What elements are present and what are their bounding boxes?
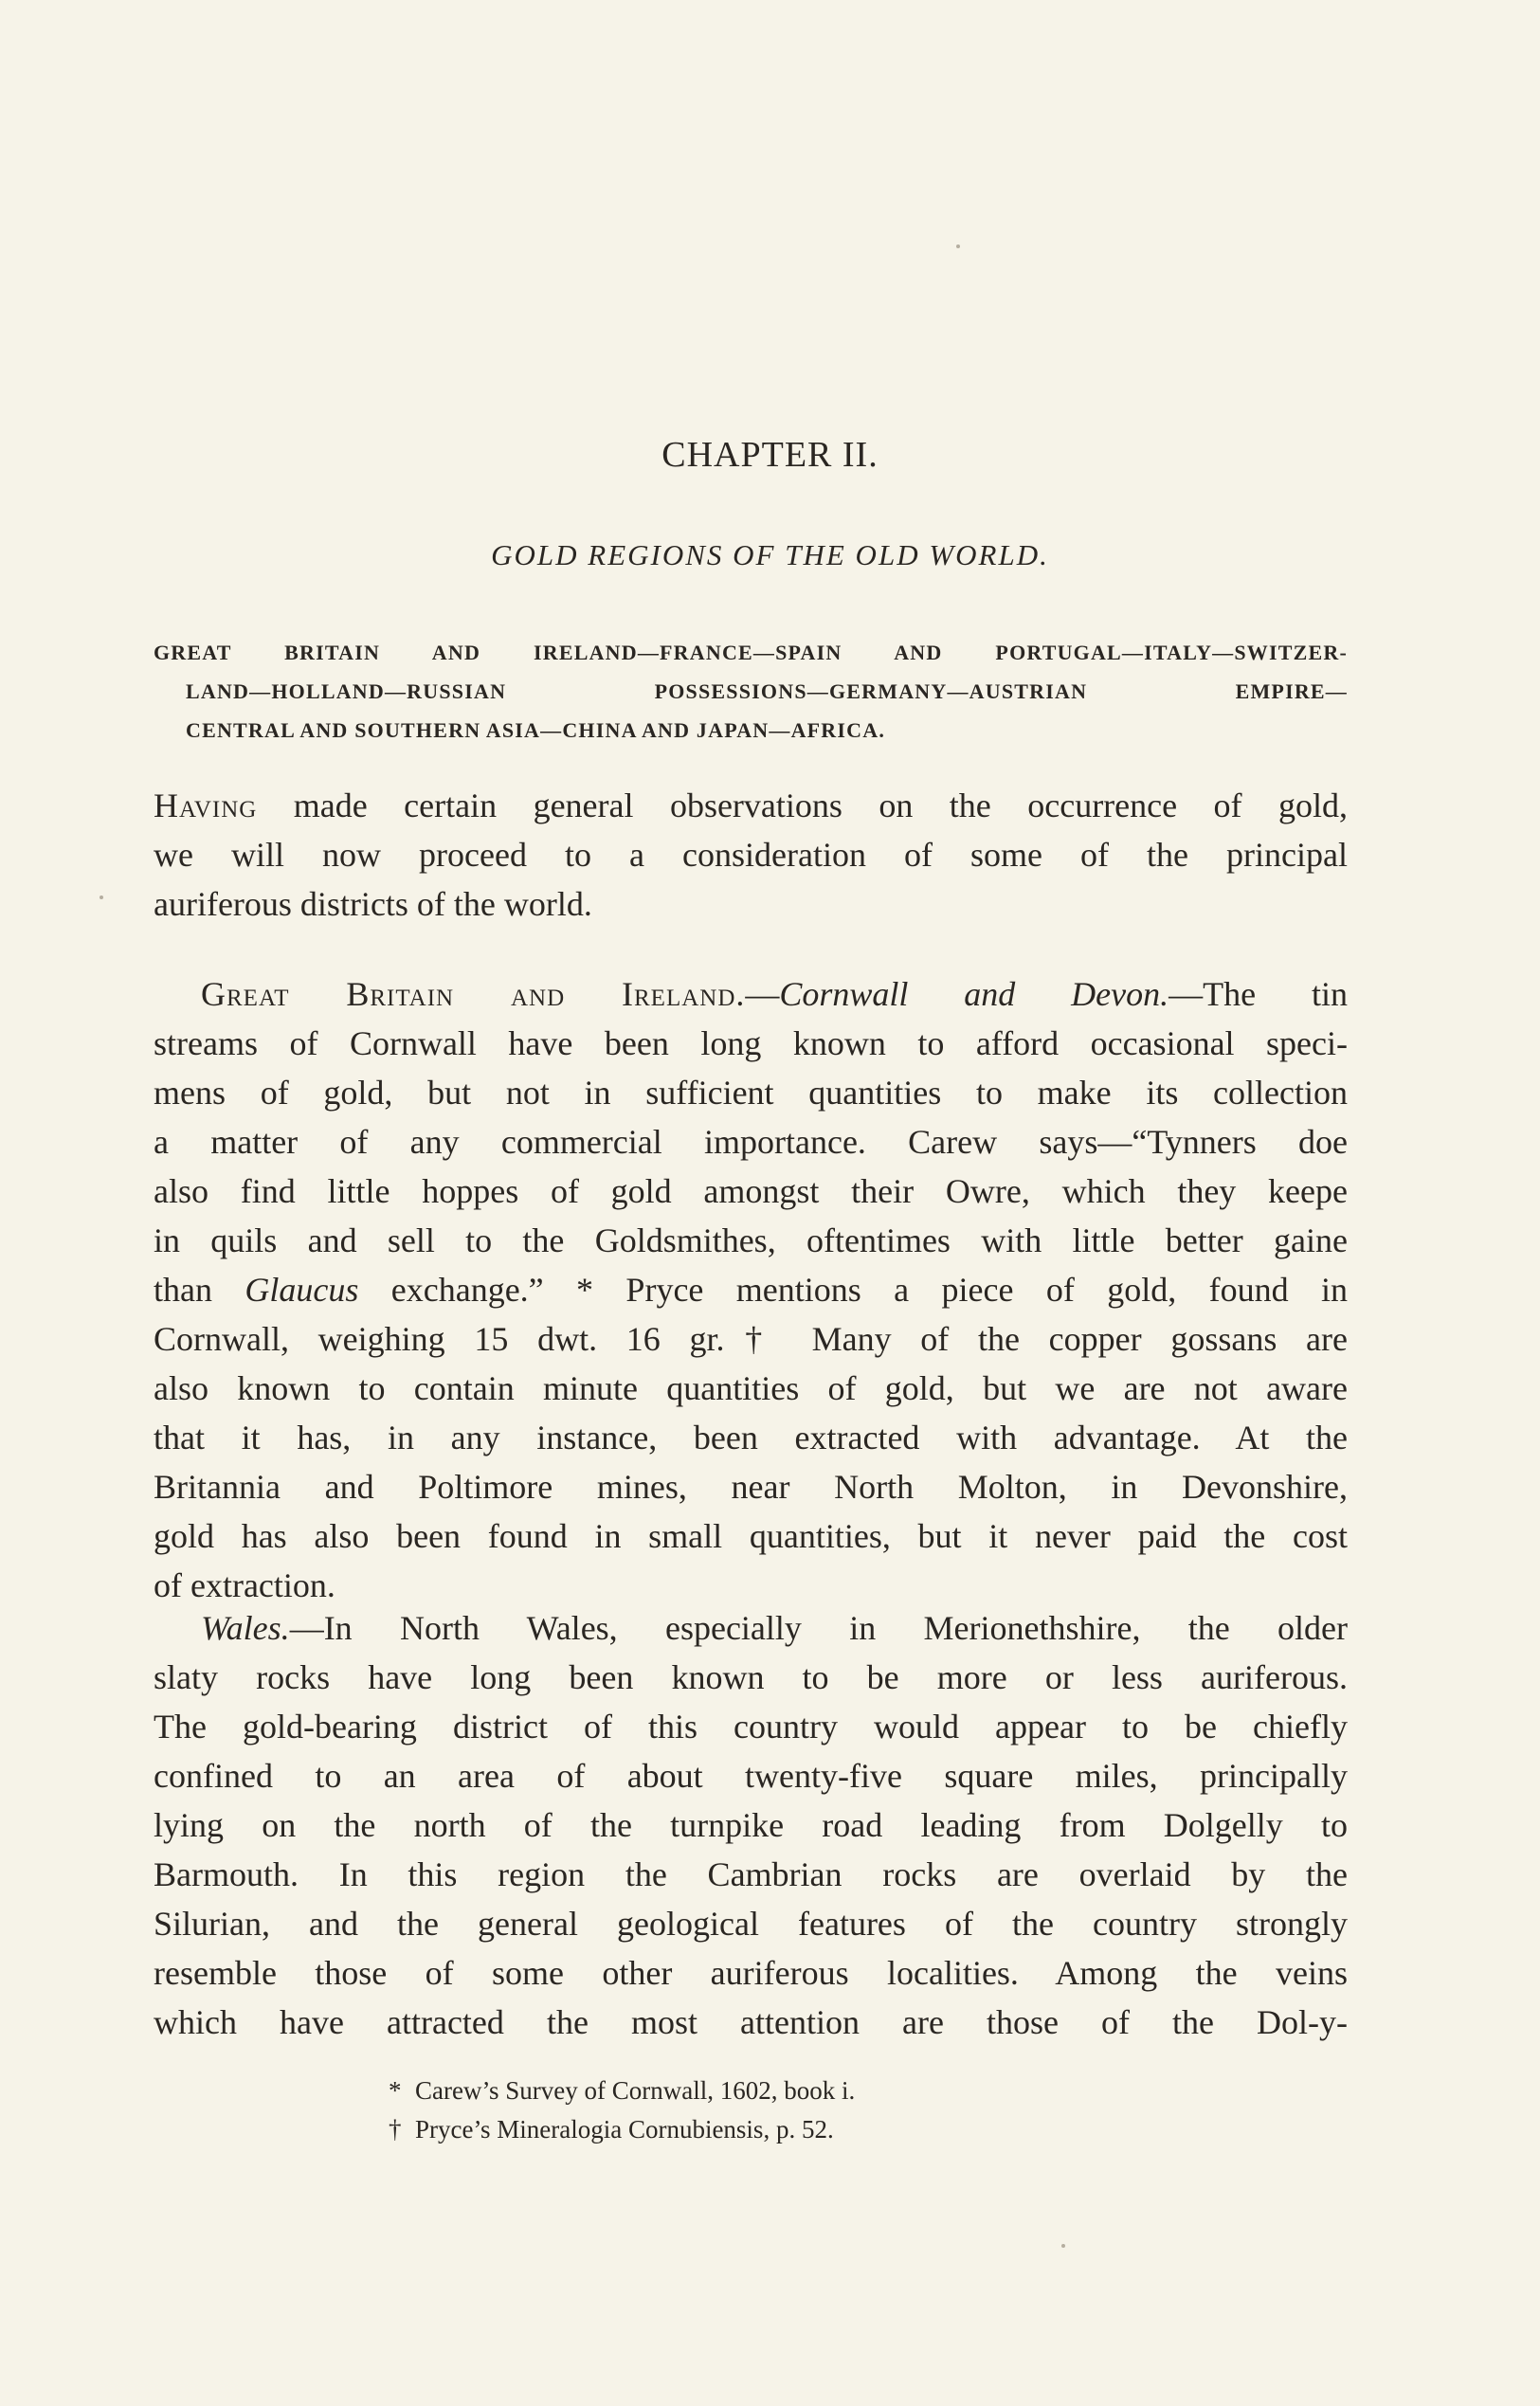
text-line (154, 1265, 1348, 1314)
text-line: Silurian, and the general geological features of the country strongly (154, 1905, 1348, 1943)
text-line: of extraction. (154, 1566, 335, 1604)
footnote-text: Carew’s Survey of Cornwall, 1602, book i. (415, 2076, 856, 2105)
great-britain-paragraph (154, 969, 1348, 1610)
text-line: confined to an area of about twenty-five square miles, principally (154, 1757, 1348, 1795)
text-span: made certain general observations on the occurrence of gold, (257, 787, 1348, 824)
italic-word: Glaucus (245, 1271, 359, 1309)
summary-line: GREAT BRITAIN AND IRELAND—FRANCE—SPAIN AND PORTUGAL—ITALY—SWITZER- (154, 641, 1348, 664)
text-line (154, 781, 1348, 830)
subsection-heading: Cornwall and Devon. (779, 975, 1169, 1013)
footnote (0, 2071, 1540, 2110)
wales-paragraph (154, 1603, 1348, 2047)
paper-speck (100, 895, 103, 899)
text-line: auriferous districts of the world. (154, 885, 592, 923)
text-line: also known to contain minute quantities of gold, but we are not aware (154, 1369, 1348, 1407)
text-line: streams of Cornwall have been long known to afford occasional speci- (154, 1024, 1348, 1062)
text-line: also find little hoppes of gold amongst their Owre, which they keepe (154, 1172, 1348, 1210)
text-line (154, 969, 1348, 1019)
summary-line: LAND—HOLLAND—RUSSIAN POSSESSIONS—GERMANY—AUSTRIAN EMPIRE— (186, 679, 1348, 703)
text-line (154, 1603, 1348, 1653)
paper-speck (956, 244, 960, 248)
text-line: Britannia and Poltimore mines, near North Molton, in Devonshire, (154, 1468, 1348, 1506)
text-line: gold has also been found in small quantities, but it never paid the cost (154, 1517, 1348, 1555)
text-line: mens of gold, but not in sufficient quantities to make its collection (154, 1074, 1348, 1112)
text-line: resemble those of some other auriferous localities. Among the veins (154, 1954, 1348, 1992)
chapter-summary (154, 633, 1348, 750)
text-line: in quils and sell to the Goldsmithes, oftentimes with little better gaine (154, 1221, 1348, 1259)
text-span: exchange.” * Pryce mentions a piece of gold, found in (358, 1271, 1349, 1309)
text-span: —In North Wales, especially in Merionethshire, the older (289, 1609, 1348, 1647)
chapter-title: CHAPTER II. (661, 435, 879, 475)
intro-paragraph (154, 781, 1348, 929)
text-span: —The tin (1169, 975, 1348, 1013)
text-span: than (154, 1271, 245, 1309)
dash: — (745, 975, 780, 1013)
text-line: slaty rocks have long been known to be more or less auriferous. (154, 1658, 1348, 1696)
text-line: Cornwall, weighing 15 dwt. 16 gr.† Many of the copper gossans are (154, 1320, 1348, 1358)
lead-word: Having (154, 787, 258, 824)
footnote (0, 2110, 1540, 2149)
section-heading: Wales. (201, 1609, 290, 1647)
text-line: we will now proceed to a consideration of some of the principal (154, 836, 1348, 874)
text-line: lying on the north of the turnpike road leading from Dolgelly to (154, 1806, 1348, 1844)
footnotes (0, 2071, 1540, 2149)
footnote-mark: † (389, 2115, 402, 2144)
text-line: that it has, in any instance, been extracted with advantage. At the (154, 1419, 1348, 1456)
chapter-subtitle: GOLD REGIONS OF THE OLD WORLD. (491, 538, 1049, 571)
text-line: Barmouth. In this region the Cambrian rocks are overlaid by the (154, 1855, 1348, 1893)
summary-line: CENTRAL AND SOUTHERN ASIA—CHINA AND JAPAN—AFRICA. (186, 718, 886, 742)
footnote-text: Pryce’s Mineralogia Cornubiensis, p. 52. (415, 2115, 834, 2144)
paper-speck (1061, 2244, 1065, 2248)
text-line: which have attracted the most attention are those of the Dol-y- (154, 2003, 1348, 2041)
footnote-mark: * (389, 2076, 402, 2105)
text-line: a matter of any commercial importance. Carew says—“Tynners doe (154, 1123, 1348, 1161)
section-heading: Great Britain and Ireland. (201, 975, 746, 1013)
text-line: The gold-bearing district of this country would appear to be chiefly (154, 1708, 1348, 1746)
